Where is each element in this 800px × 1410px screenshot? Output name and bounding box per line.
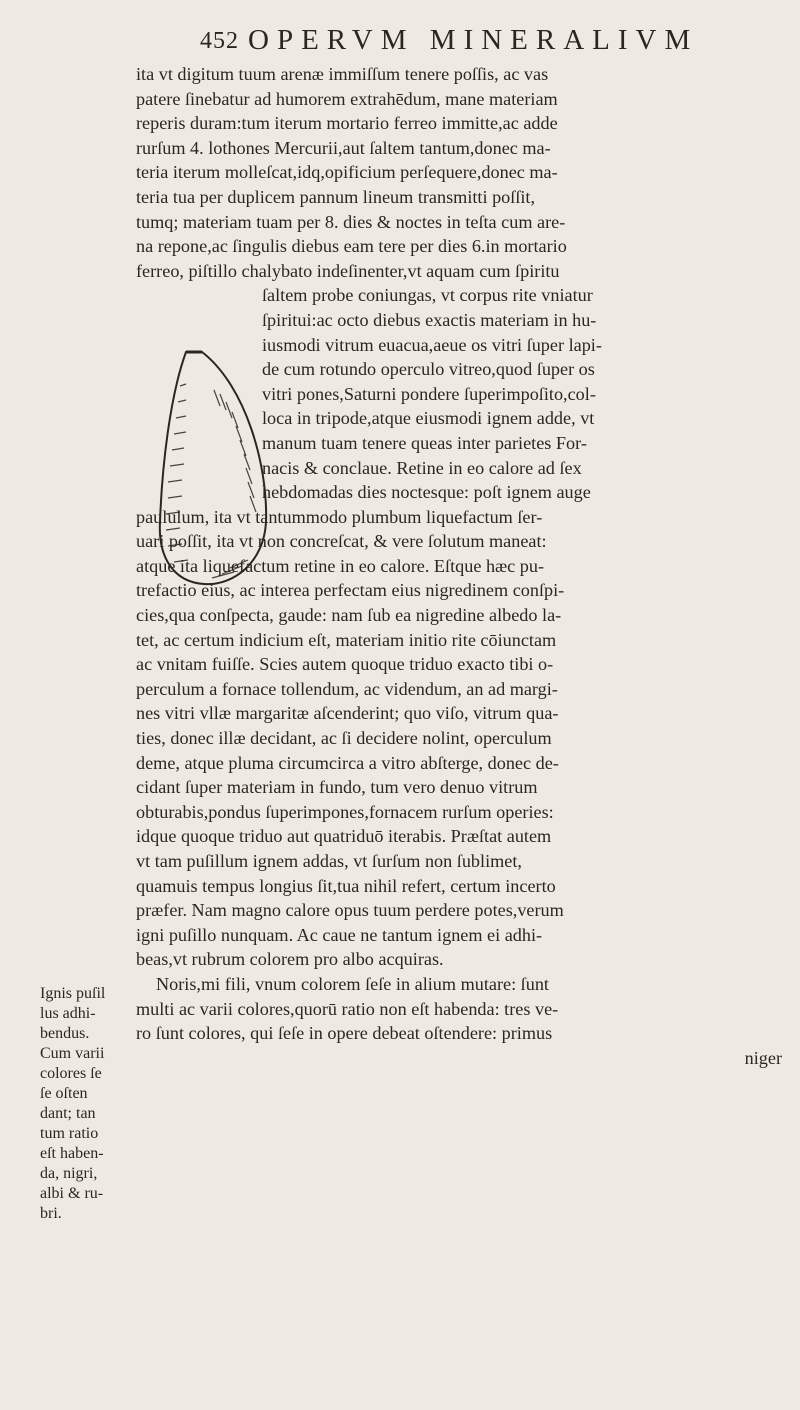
text-line: ties, donec illæ decidant, ac ſi decidere nolint, operculum xyxy=(136,728,552,749)
text-line: ac vnitam fuiſſe. Scies autem quoque triduo exacto tibi o- xyxy=(136,654,554,675)
text-line: ro ſunt colores, qui ſeſe in opere debeat oſtendere: primus xyxy=(136,1023,553,1044)
text-line: manum tuam tenere queas inter parietes For- xyxy=(262,432,587,453)
text-line: beas,vt rubrum colorem pro albo acquiras. xyxy=(136,949,444,970)
text-line: nes vitri vllæ margaritæ aſcenderint; quo viſo, vitrum qua- xyxy=(136,703,559,724)
text-line: tet, ac certum indicium eſt, materiam initio rite cōiunctam xyxy=(136,629,557,650)
text-line: ita vt digitum tuum arenæ immiſſum tenere poſſis, ac vas xyxy=(136,64,549,84)
text-line: ferreo, piſtillo chalybato indeſinenter,vt aquam cum ſpiritu xyxy=(136,260,560,281)
margin-line: lus adhi- xyxy=(40,1005,96,1022)
text-line: teria tua per duplicem pannum lineum transmitti poſſit, xyxy=(136,186,536,207)
text-line: cies,qua conſpecta, gaude: nam ſub ea nigredine albedo la- xyxy=(136,605,562,626)
margin-line: tum ratio xyxy=(40,1125,99,1142)
margin-line: dant; tan xyxy=(40,1105,96,1122)
text-line: atque ita liquefactum retine in eo calore. Eſtque hæc pu- xyxy=(136,555,545,576)
text-line: vitri pones,Saturni pondere ſuperimpoſito,col- xyxy=(262,383,596,404)
margin-line: bri. xyxy=(40,1205,62,1222)
margin-line: eſt haben- xyxy=(40,1145,104,1162)
text-line: obturabis,pondus ſuperimpones,fornacem rurſum operies: xyxy=(136,801,554,822)
text-line: tumq; materiam tuam per 8. dies & noctes in teſta cum are- xyxy=(136,211,566,232)
text-line: uari poſſit, ita vt non concreſcat, & vere ſolutum maneat: xyxy=(136,531,547,552)
text-line: reperis duram:tum iterum mortario ferreo immitte,ac adde xyxy=(136,113,558,134)
text-line: ſpiritui:ac octo diebus exactis materiam in hu- xyxy=(262,309,597,330)
margin-line: da, nigri, xyxy=(40,1165,98,1182)
text-line: Noris,mi fili, vnum colorem ſeſe in alium mutare: ſunt xyxy=(156,973,549,994)
text-line: na repone,ac ſingulis diebus eam tere per dies 6.in mortario xyxy=(136,236,567,257)
margin-line: Cum varii xyxy=(40,1045,105,1062)
margin-line: colores ſe xyxy=(40,1065,102,1082)
margin-line: ſe oſten xyxy=(40,1085,88,1102)
text-line: quamuis tempus longius ſit,tua nihil refert, certum incerto xyxy=(136,875,556,896)
running-title: OPERVM MINERALIVM xyxy=(248,24,699,56)
text-line: patere ſinebatur ad humorem extrahēdum, mane materiam xyxy=(136,88,558,109)
text-line: hebdomadas dies noctesque: poſt ignem auge xyxy=(262,482,591,503)
text-line: multi ac varii colores,quorū ratio non eſt habenda: tres ve- xyxy=(136,998,559,1019)
text-line: trefactio eius, ac interea perfectam eius nigredinem conſpi- xyxy=(136,580,565,601)
text-line: idque quoque triduo aut quatriduō iterabis. Præſtat autem xyxy=(136,826,552,847)
text-line: ſaltem probe coniungas, vt corpus rite vniatur xyxy=(262,285,593,306)
text-line: rurſum 4. lothones Mercurii,aut ſaltem tantum,donec ma- xyxy=(136,137,551,158)
text-line: cidant ſuper materiam in fundo, tum vero denuo vitrum xyxy=(136,777,538,798)
margin-note xyxy=(40,984,140,1224)
text-line: vt tam puſillum ignem addas, vt ſurſum non ſublimet, xyxy=(136,851,522,871)
page-number: 452 xyxy=(200,28,239,54)
margin-line: albi & ru- xyxy=(40,1185,104,1202)
text-line: deme, atque pluma circumcirca a vitro abſterge, donec de- xyxy=(136,752,559,773)
margin-line: Ignis puſil xyxy=(40,985,106,1002)
text-line: igni puſillo nunquam. Ac caue ne tantum ignem ei adhi- xyxy=(136,924,543,945)
main-text xyxy=(136,62,794,1070)
text-line: loca in tripode,atque eiusmodi ignem adde, vt xyxy=(262,408,595,429)
text-line: iusmodi vitrum euacua,aeue os vitri ſuper lapi- xyxy=(262,334,602,355)
text-line: de cum rotundo operculo vitreo,quod ſuper os xyxy=(262,359,595,380)
text-line: teria iterum molleſcat,idq,opificium perſequere,donec ma- xyxy=(136,162,558,183)
catchword: niger xyxy=(744,1047,782,1068)
text-line: nacis & conclaue. Retine in eo calore ad ſex xyxy=(262,457,582,478)
text-line: paululum, ita vt tantummodo plumbum liquefactum ſer- xyxy=(136,506,543,527)
text-line: præfer. Nam magno calore opus tuum perdere potes,verum xyxy=(136,900,564,921)
page-header xyxy=(0,22,800,62)
text-line: perculum a fornace tollendum, ac videndum, an ad margi- xyxy=(136,678,558,699)
margin-line: bendus. xyxy=(40,1025,90,1042)
